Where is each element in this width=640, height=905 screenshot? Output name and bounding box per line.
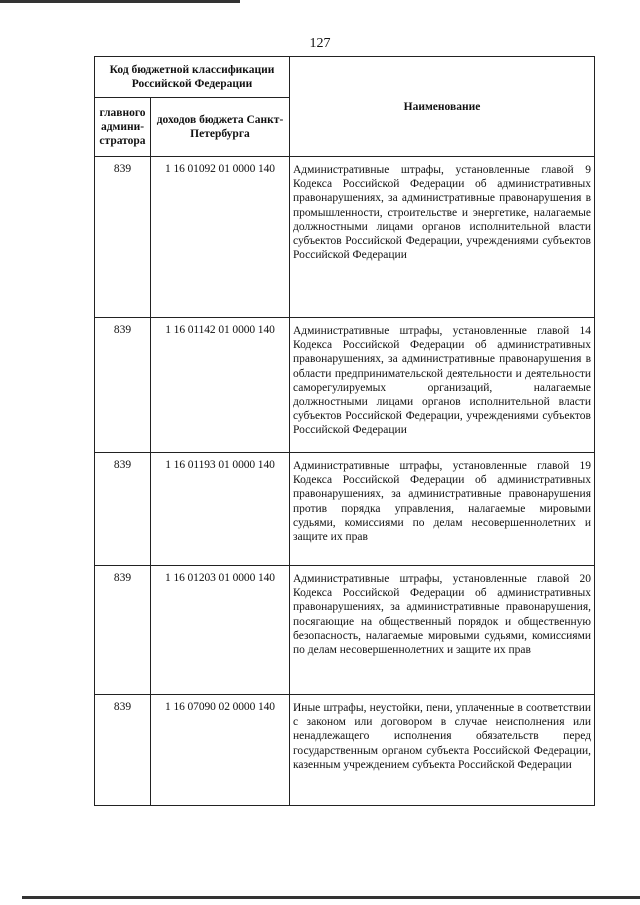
table-row — [95, 695, 595, 806]
admin-code-cell: 839 — [95, 453, 151, 566]
header-name: Наименование — [290, 57, 595, 157]
admin-code-cell: 839 — [95, 157, 151, 318]
income-code-cell: 1 16 01193 01 0000 140 — [151, 453, 290, 566]
name-cell: Административные штрафы, установленные главой 9 Кодекса Российской Федерации об административных правонарушениях, за административные правонарушения в промышленности, строительстве и энергетике, налагаемые должностными лицами органов исполнительной власти субъектов Российской Федерации, учреждениями субъектов Российской Федерации — [290, 157, 595, 318]
header-income-code: доходов бюджета Санкт-Петербурга — [151, 98, 290, 157]
budget-classification-table — [94, 56, 595, 806]
income-code-cell: 1 16 01203 01 0000 140 — [151, 566, 290, 695]
table-row — [95, 157, 595, 318]
income-code-cell: 1 16 01142 01 0000 140 — [151, 318, 290, 453]
name-cell: Административные штрафы, установленные главой 20 Кодекса Российской Федерации об административных правонарушениях, за административные правонарушения, посягающие на общественный порядок и общественную безопасность, налагаемые мировыми судьями, комиссиями по делам несовершеннолетних и защите их прав — [290, 566, 595, 695]
table-row — [95, 318, 595, 453]
name-cell: Иные штрафы, неустойки, пени, уплаченные в соответствии с законом или договором в случае неисполнения или ненадлежащего исполнения обязательств перед государственным органом субъекта Российской Федерации, казенным учреждением субъекта Российской Федерации — [290, 695, 595, 806]
table-row — [95, 453, 595, 566]
header-chief-administrator: главного админи-стратора — [95, 98, 151, 157]
header-row-1 — [95, 57, 595, 98]
top-rule — [0, 0, 240, 3]
page-number: 127 — [309, 36, 331, 51]
bottom-rule — [22, 896, 640, 899]
admin-code-cell: 839 — [95, 566, 151, 695]
table-row — [95, 566, 595, 695]
income-code-cell: 1 16 07090 02 0000 140 — [151, 695, 290, 806]
name-cell: Административные штрафы, установленные главой 19 Кодекса Российской Федерации об административных правонарушениях, за административные правонарушения против порядка управления, налагаемые мировыми судьями, комиссиями по делам несовершеннолетних и защите их прав — [290, 453, 595, 566]
admin-code-cell: 839 — [95, 695, 151, 806]
header-budget-classification-code: Код бюджетной классификации Российской Федерации — [95, 57, 290, 98]
admin-code-cell: 839 — [95, 318, 151, 453]
name-cell: Административные штрафы, установленные главой 14 Кодекса Российской Федерации об административных правонарушениях, за административные правонарушения в области предпринимательской деятельности и деятельности саморегулируемых организаций, налагаемые должностными лицами органов исполнительной власти субъектов Российской Федерации, учреждениями субъектов Российской Федерации — [290, 318, 595, 453]
income-code-cell: 1 16 01092 01 0000 140 — [151, 157, 290, 318]
